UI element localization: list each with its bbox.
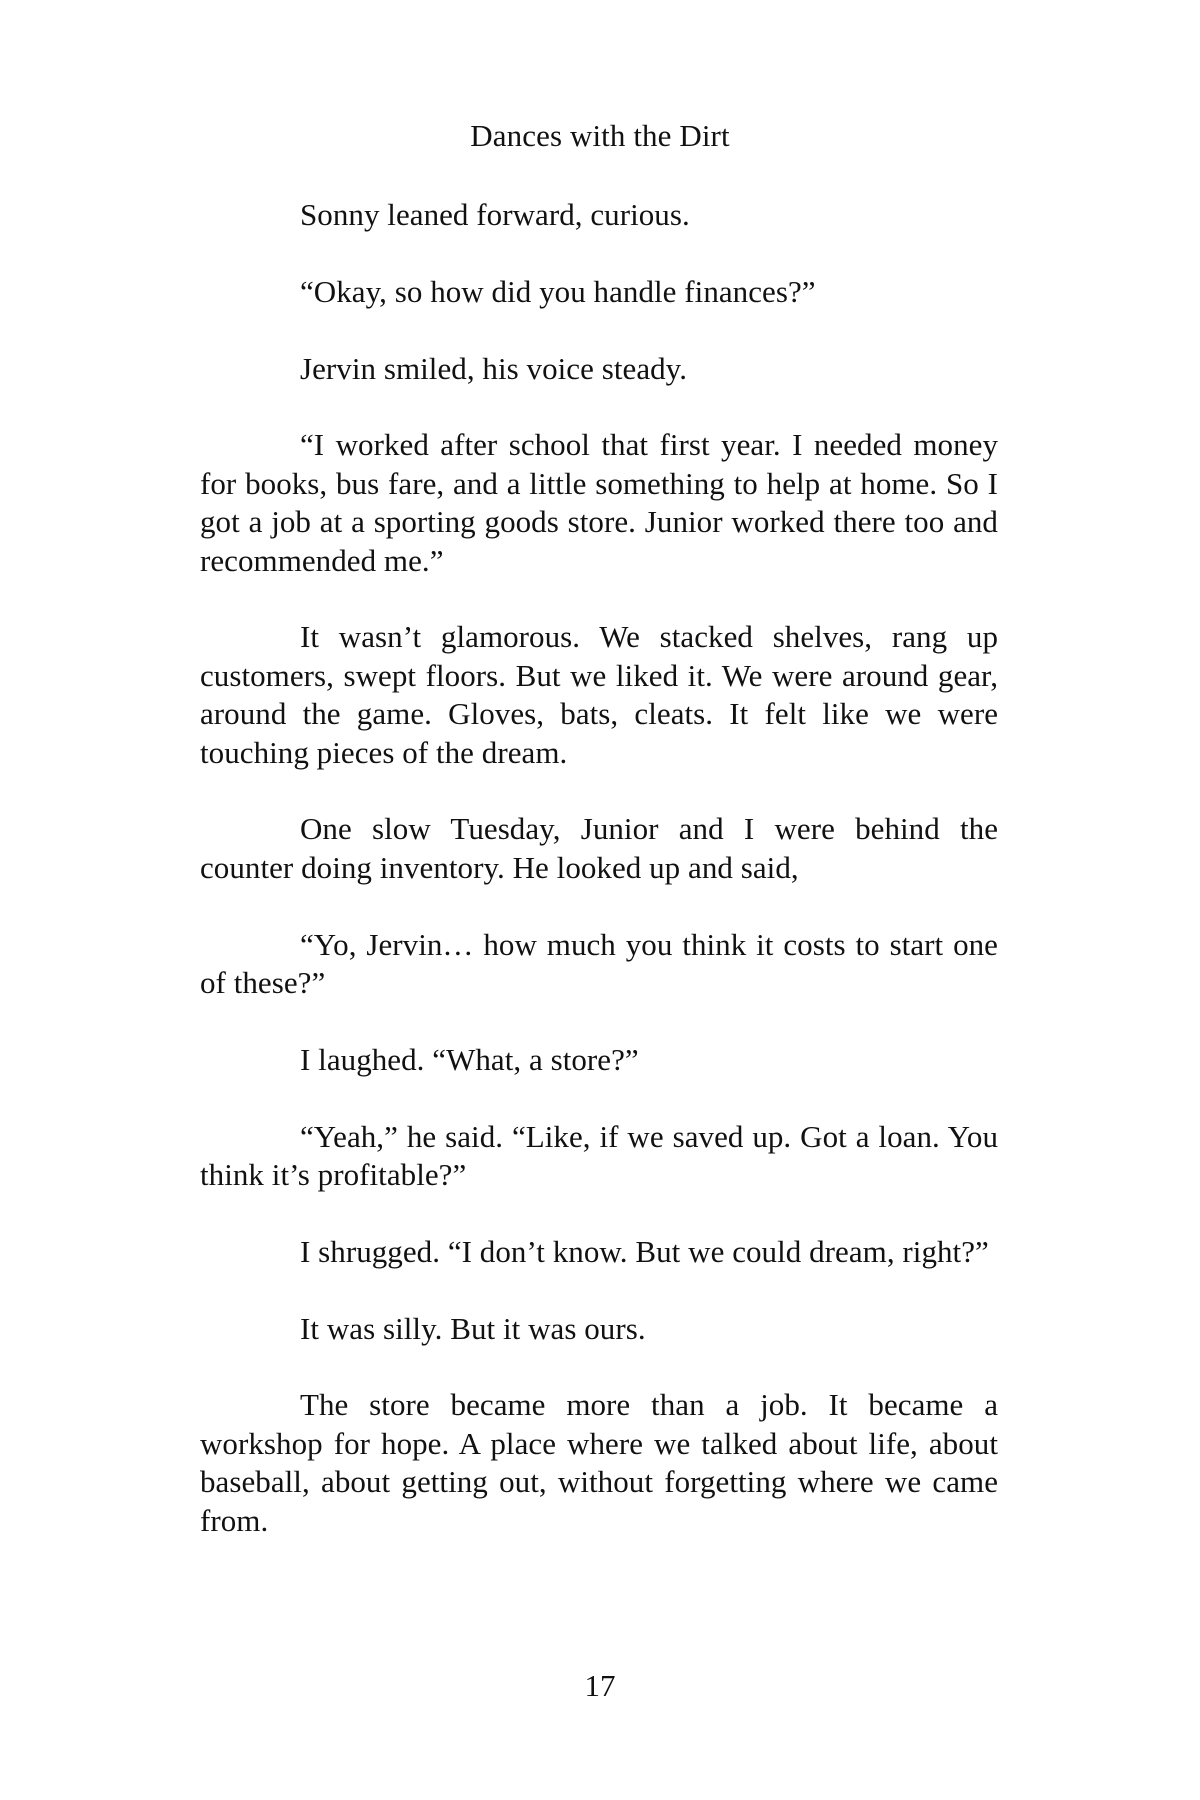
paragraph: Sonny leaned forward, curious. [300, 197, 690, 232]
page-number: 17 [584, 1668, 616, 1703]
running-header-title: Dances with the Dirt [470, 118, 730, 153]
paragraph: I laughed. “What, a store?” [300, 1041, 639, 1077]
body-text [200, 196, 998, 1540]
paragraph: I shrugged. “I don’t know. But we could dream, right?” [300, 1233, 989, 1269]
paragraph: “Yo, Jervin… how much you think it costs to start one of these?” [200, 926, 998, 1001]
paragraph: “I worked after school that first year. I needed money for books, bus fare, and a little something to help at home. So I got a job at a sporting goods store. Junior worked there too and recommended me.” [200, 427, 998, 578]
paragraph: “Okay, so how did you handle finances?” [300, 273, 816, 309]
paragraph: One slow Tuesday, Junior and I were behind the counter doing inventory. He looked up and said, [200, 811, 998, 885]
paragraph: The store became more than a job. It became a workshop for hope. A place where we talked about life, about baseball, about getting out, without forgetting where we came from. [200, 1387, 998, 1538]
paragraph: “Yeah,” he said. “Like, if we saved up. Got a loan. You think it’s profitable?” [200, 1118, 998, 1193]
paragraph: It was silly. But it was ours. [300, 1310, 646, 1346]
paragraph: Jervin smiled, his voice steady. [300, 350, 688, 386]
paragraph: It wasn’t glamorous. We stacked shelves, rang up customers, swept floors. But we liked it. We were around gear, around the game. Gloves, bats, cleats. It felt like we were touching pieces of the dream. [200, 619, 998, 770]
